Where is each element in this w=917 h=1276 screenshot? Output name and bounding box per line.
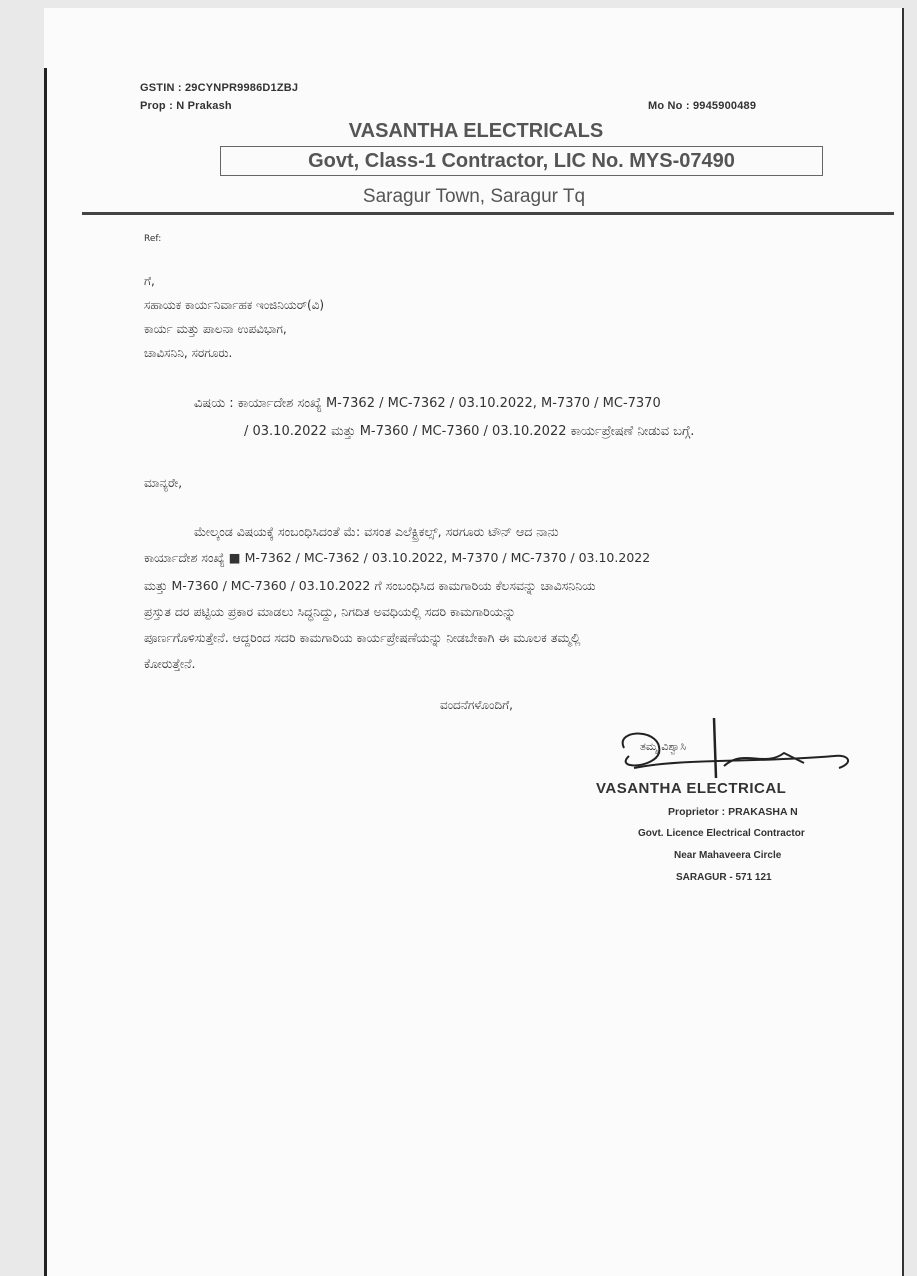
- firm-name: VASANTHA ELECTRICALS: [348, 120, 604, 142]
- mobile-number: Mo No : 9945900489: [648, 100, 757, 112]
- signoff: ತಮ್ಮ ವಿಶ್ವಾಸಿ: [640, 740, 687, 753]
- body-line: ಮೇಲ್ಕಂಡ ವಿಷಯಕ್ಕೆ ಸಂಬಂಧಿಸಿದಂತೆ ಮೆ: ವಸಂತ ಎಲೆಕ್ಟ್ರಿಕಲ್ಸ್, ಸರಗೂರು ಟೌನ್ ಆದ ನಾನು: [194, 524, 559, 539]
- body-line: ಪೂರ್ಣಗೊಳಿಸುತ್ತೇನೆ. ಆದ್ದರಿಂದ ಸದರಿ ಕಾಮಗಾರಿಯ ಕಾರ್ಯಪ್ರೇಷಣೆಯನ್ನು ನೀಡಬೇಕಾಗಿ ಈ ಮೂಲಕ ತಮ್ಮಲ್ಲಿ: [144, 630, 581, 645]
- subject-line: ವಿಷಯ : ಕಾರ್ಯಾದೇಶ ಸಂಖ್ಯೆ M-7362 / MC-7362 / 03.10.2022, M-7370 / MC-7370: [194, 396, 661, 411]
- license-line: Govt, Class-1 Contractor, LIC No. MYS-07490: [220, 146, 823, 176]
- gstin: GSTIN : 29CYNPR9986D1ZBJ: [140, 82, 299, 94]
- stamp-firm: VASANTHA ELECTRICAL: [596, 780, 787, 797]
- stamp-line: SARAGUR - 571 121: [676, 872, 772, 883]
- proprietor: Prop : N Prakash: [140, 100, 232, 112]
- recipient-line: ಸಹಾಯಕ ಕಾರ್ಯನಿರ್ವಾಹಕ ಇಂಜಿನಿಯರ್(ವಿ): [144, 298, 325, 312]
- to-label: ಗೆ,: [144, 274, 155, 288]
- stamp-line: Proprietor : PRAKASHA N: [668, 806, 798, 818]
- body-line: ಮತ್ತು M-7360 / MC-7360 / 03.10.2022 ಗೆ ಸಂಬಂಧಿಸಿದ ಕಾಮಗಾರಿಯ ಕೆಲಸವನ್ನು ಚಾವಿಸನಿನಿಯ: [144, 578, 596, 593]
- recipient-line: ಚಾವಿಸನಿನಿ, ಸರಗೂರು.: [144, 346, 233, 360]
- body-line: ಪ್ರಸ್ತುತ ದರ ಪಟ್ಟಿಯ ಪ್ರಕಾರ ಮಾಡಲು ಸಿದ್ಧನಿದ್ದು, ನಿಗದಿತ ಅವಧಿಯಲ್ಲಿ ಸದರಿ ಕಾಮಗಾರಿಯನ್ನು: [144, 604, 516, 619]
- proprietor-stamp: [590, 718, 900, 898]
- stamp-line: Near Mahaveera Circle: [674, 850, 782, 861]
- subject-line: / 03.10.2022 ಮತ್ತು M-7360 / MC-7360 / 03.10.2022 ಕಾರ್ಯಪ್ರೇಷಣೆ ನೀಡುವ ಬಗ್ಗೆ.: [244, 424, 695, 439]
- letter-page: [44, 8, 904, 1276]
- recipient-line: ಕಾರ್ಯ ಮತ್ತು ಪಾಲನಾ ಉಪವಿಭಾಗ,: [144, 322, 287, 336]
- salutation: ಮಾನ್ಯರೇ,: [144, 476, 183, 490]
- firm-address: Saragur Town, Saragur Tq: [362, 186, 586, 207]
- ref-label: Ref:: [144, 234, 162, 244]
- body-line: ಕೋರುತ್ತೇನೆ.: [144, 656, 196, 671]
- header-rule: [82, 212, 894, 215]
- closing: ವಂದನೆಗಳೊಂದಿಗೆ,: [440, 698, 513, 712]
- stamp-line: Govt. Licence Electrical Contractor: [638, 828, 805, 839]
- body-line: ಕಾರ್ಯಾದೇಶ ಸಂಖ್ಯೆ ■ M-7362 / MC-7362 / 03.10.2022, M-7370 / MC-7370 / 03.10.2022: [144, 550, 651, 565]
